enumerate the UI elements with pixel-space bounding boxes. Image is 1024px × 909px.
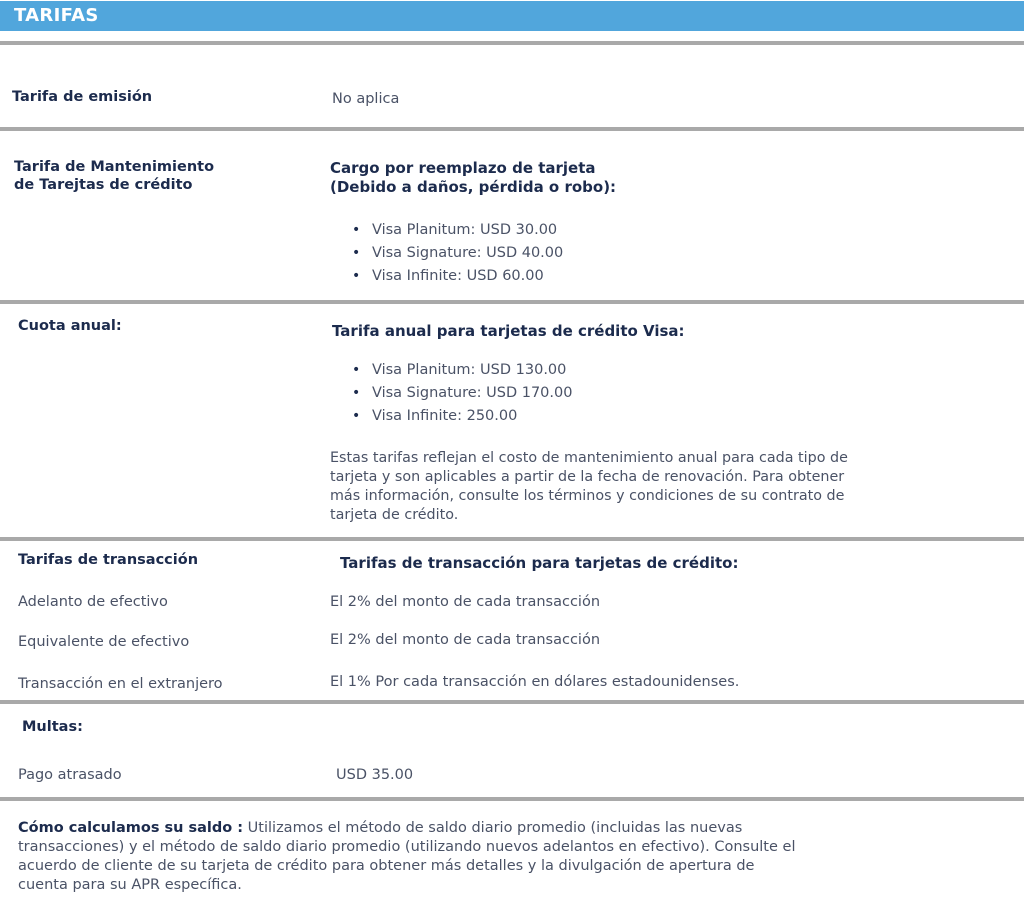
divider: [0, 700, 1024, 704]
bullet-icon: •: [352, 408, 361, 424]
list-item: [352, 219, 563, 242]
replacement-fee-list: [352, 219, 563, 288]
list-item-text: Visa Signature: USD 170.00: [372, 385, 573, 401]
note-line: tarjeta y son aplicables a partir de la fecha de renovación. Para obtener: [330, 469, 845, 485]
note-line: cuenta para su APR específica.: [18, 877, 242, 893]
bullet-icon: •: [352, 222, 361, 238]
divider: [0, 127, 1024, 131]
mantenimiento-label-line: Tarifa de Mantenimiento: [14, 159, 215, 175]
list-item: [352, 382, 572, 405]
list-item: [352, 405, 572, 428]
note-line: transacciones) y el método de saldo diario promedio (utilizando nuevos adelantos en efectivo). Consulte el: [18, 839, 796, 855]
transaction-row-label: Transacción en el extranjero: [18, 676, 223, 692]
mantenimiento-heading-line: (Debido a daños, pérdida o robo):: [330, 178, 617, 196]
transaction-row-label: Adelanto de efectivo: [18, 594, 168, 610]
transaction-row-value: El 2% del monto de cada transacción: [330, 594, 601, 610]
transaccion-label: Tarifas de transacción: [18, 552, 199, 568]
balance-note-title: Cómo calculamos su saldo :: [18, 820, 244, 836]
list-item: [352, 265, 563, 288]
bullet-icon: •: [352, 268, 361, 284]
divider: [0, 537, 1024, 541]
cuota-heading: Tarifa anual para tarjetas de crédito Visa:: [332, 322, 685, 340]
annual-fee-list: [352, 359, 572, 428]
divider: [0, 797, 1024, 801]
multas-label: Multas:: [22, 719, 83, 735]
transaccion-heading: Tarifas de transacción para tarjetas de crédito:: [340, 554, 739, 572]
penalty-row-label: Pago atrasado: [18, 767, 122, 783]
mantenimiento-heading-line: Cargo por reemplazo de tarjeta: [330, 159, 596, 177]
balance-calculation-note: [18, 819, 795, 895]
penalty-row-value: USD 35.00: [336, 767, 414, 783]
divider: [0, 41, 1024, 45]
section-title: TARIFAS: [14, 5, 99, 26]
list-item-text: Visa Planitum: USD 30.00: [372, 222, 558, 238]
transaction-row-value: El 2% del monto de cada transacción: [330, 632, 601, 648]
list-item: [352, 359, 572, 382]
note-line: acuerdo de cliente de su tarjeta de crédito para obtener más detalles y la divulgación de apertura de: [18, 858, 755, 874]
section-header: [0, 1, 1024, 31]
emision-value: No aplica: [332, 91, 400, 107]
bullet-icon: •: [352, 385, 361, 401]
emision-label: Tarifa de emisión: [12, 89, 153, 105]
bullet-icon: •: [352, 362, 361, 378]
list-item-text: Visa Signature: USD 40.00: [372, 245, 564, 261]
transaction-row-value: El 1% Por cada transacción en dólares estadounidenses.: [330, 674, 740, 690]
mantenimiento-heading: [330, 159, 616, 197]
cuota-note: [330, 449, 848, 525]
list-item-text: Visa Infinite: USD 60.00: [372, 268, 544, 284]
cuota-label: Cuota anual:: [18, 318, 122, 334]
list-item-text: Visa Infinite: 250.00: [372, 408, 518, 424]
balance-note-text: Utilizamos el método de saldo diario promedio (incluidas las nuevas: [243, 820, 743, 836]
transaction-row-label: Equivalente de efectivo: [18, 634, 190, 650]
list-item: [352, 242, 563, 265]
note-line: Estas tarifas reflejan el costo de mantenimiento anual para cada tipo de: [330, 450, 848, 466]
list-item-text: Visa Planitum: USD 130.00: [372, 362, 567, 378]
note-line: tarjeta de crédito.: [330, 507, 459, 523]
note-line: [18, 819, 795, 838]
bullet-icon: •: [352, 245, 361, 261]
mantenimiento-label-line: de Tarejtas de crédito: [14, 177, 193, 193]
divider: [0, 300, 1024, 304]
note-line: más información, consulte los términos y condiciones de su contrato de: [330, 488, 845, 504]
mantenimiento-label: [14, 158, 214, 194]
